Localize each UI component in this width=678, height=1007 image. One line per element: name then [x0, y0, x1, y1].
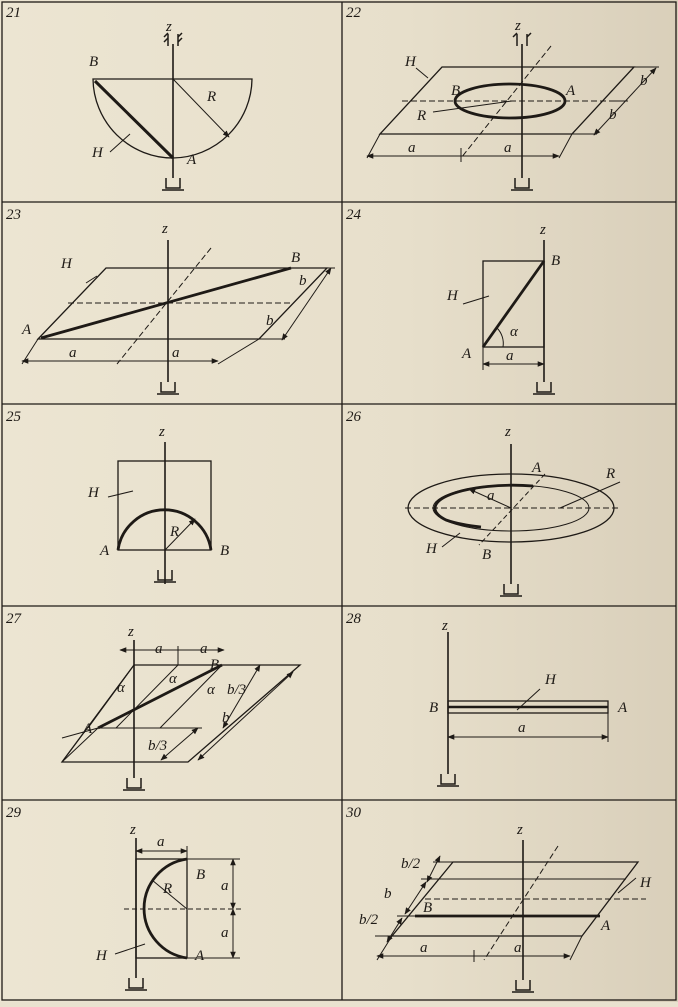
label-a1: a	[69, 345, 77, 361]
panel-number-28: 28	[346, 611, 361, 627]
label-H: H	[447, 288, 458, 304]
panel-number-27: 27	[6, 611, 21, 627]
label-A: A	[532, 460, 542, 476]
bottom-thrust-bearing-icon	[157, 382, 179, 394]
label-A: A	[187, 152, 197, 168]
label-b3b: b/3	[148, 738, 168, 754]
bottom-thrust-bearing-icon	[123, 778, 145, 790]
label-A: A	[601, 918, 611, 934]
label-b: b	[222, 710, 230, 726]
panel-number-25: 25	[6, 409, 21, 425]
label-B: B	[451, 83, 461, 99]
panel-25	[87, 424, 229, 584]
label-b: b	[384, 886, 392, 902]
bottom-thrust-bearing-icon	[125, 978, 147, 990]
label-A: A	[462, 346, 472, 362]
label-z: z	[166, 19, 172, 35]
label-B: B	[220, 543, 230, 559]
label-R: R	[163, 881, 173, 897]
label-B: B	[482, 547, 492, 563]
label-B: B	[210, 657, 220, 673]
bottom-thrust-bearing-icon	[512, 980, 534, 992]
label-z: z	[517, 822, 523, 838]
panel-28	[429, 618, 628, 786]
label-A: A	[100, 543, 110, 559]
panel-26	[405, 424, 620, 596]
panel-number-21: 21	[6, 5, 21, 21]
bottom-thrust-bearing-icon	[437, 774, 459, 786]
label-a2: a	[514, 940, 522, 956]
label-alpha2: α	[169, 671, 177, 687]
label-a: a	[487, 488, 495, 504]
label-A: A	[22, 322, 32, 338]
bottom-thrust-bearing-icon	[511, 178, 533, 190]
label-a-right1: a	[221, 878, 229, 894]
label-B: B	[291, 250, 301, 266]
label-H: H	[92, 145, 103, 161]
label-B: B	[423, 900, 433, 916]
label-a: a	[506, 348, 514, 364]
label-b2: b	[609, 107, 617, 123]
panel-21	[89, 19, 252, 190]
label-a1: a	[408, 140, 416, 156]
label-B: B	[89, 54, 99, 70]
label-A: A	[618, 700, 628, 716]
label-R: R	[170, 524, 180, 540]
label-z: z	[505, 424, 511, 440]
label-alpha: α	[510, 324, 518, 340]
label-a-top: a	[157, 834, 165, 850]
label-b3a: b/3	[227, 682, 247, 698]
label-a2: a	[172, 345, 180, 361]
label-a: a	[518, 720, 526, 736]
label-z: z	[128, 624, 134, 640]
label-alpha1: α	[117, 680, 125, 696]
panel-number-30: 30	[346, 805, 361, 821]
label-A: A	[566, 83, 576, 99]
label-H: H	[405, 54, 416, 70]
label-B: B	[429, 700, 439, 716]
label-B: B	[551, 253, 561, 269]
panel-number-24: 24	[346, 207, 361, 223]
panel-27	[62, 624, 300, 790]
panel-number-23: 23	[6, 207, 21, 223]
panel-number-26: 26	[346, 409, 361, 425]
panel-number-29: 29	[6, 805, 21, 821]
label-H: H	[426, 541, 437, 557]
label-b2a: b/2	[401, 856, 421, 872]
label-R: R	[417, 108, 427, 124]
label-b2: b	[266, 313, 274, 329]
rod-arc	[435, 485, 533, 527]
label-b1: b	[640, 73, 648, 89]
panel-24	[446, 222, 560, 394]
rod	[95, 81, 173, 158]
bottom-thrust-bearing-icon	[162, 178, 184, 190]
label-z: z	[162, 221, 168, 237]
label-z: z	[540, 222, 546, 238]
label-alpha3: α	[207, 682, 215, 698]
label-H: H	[88, 485, 99, 501]
label-a1: a	[420, 940, 428, 956]
rod	[98, 665, 222, 728]
panel-number-22: 22	[346, 5, 361, 21]
label-H: H	[61, 256, 72, 272]
label-z: z	[159, 424, 165, 440]
label-a1: a	[155, 641, 163, 657]
panel-22	[367, 18, 659, 190]
label-A: A	[83, 721, 93, 737]
label-a-right2: a	[221, 925, 229, 941]
label-z: z	[515, 18, 521, 34]
label-z: z	[130, 822, 136, 838]
label-b1: b	[299, 273, 307, 289]
label-R: R	[606, 466, 616, 482]
label-H: H	[640, 875, 651, 891]
panel-23	[21, 221, 335, 394]
panel-29	[95, 822, 243, 990]
bottom-thrust-bearing-icon	[500, 584, 522, 596]
label-A: A	[195, 948, 205, 964]
bottom-thrust-bearing-icon	[533, 382, 555, 394]
label-R: R	[207, 89, 217, 105]
label-H: H	[545, 672, 556, 688]
label-a2: a	[200, 641, 208, 657]
panel-30	[359, 822, 652, 992]
label-b2b: b/2	[359, 912, 379, 928]
radius-arrow	[173, 79, 229, 137]
label-z: z	[442, 618, 448, 634]
label-H: H	[96, 948, 107, 964]
label-B: B	[196, 867, 206, 883]
label-a2: a	[504, 140, 512, 156]
